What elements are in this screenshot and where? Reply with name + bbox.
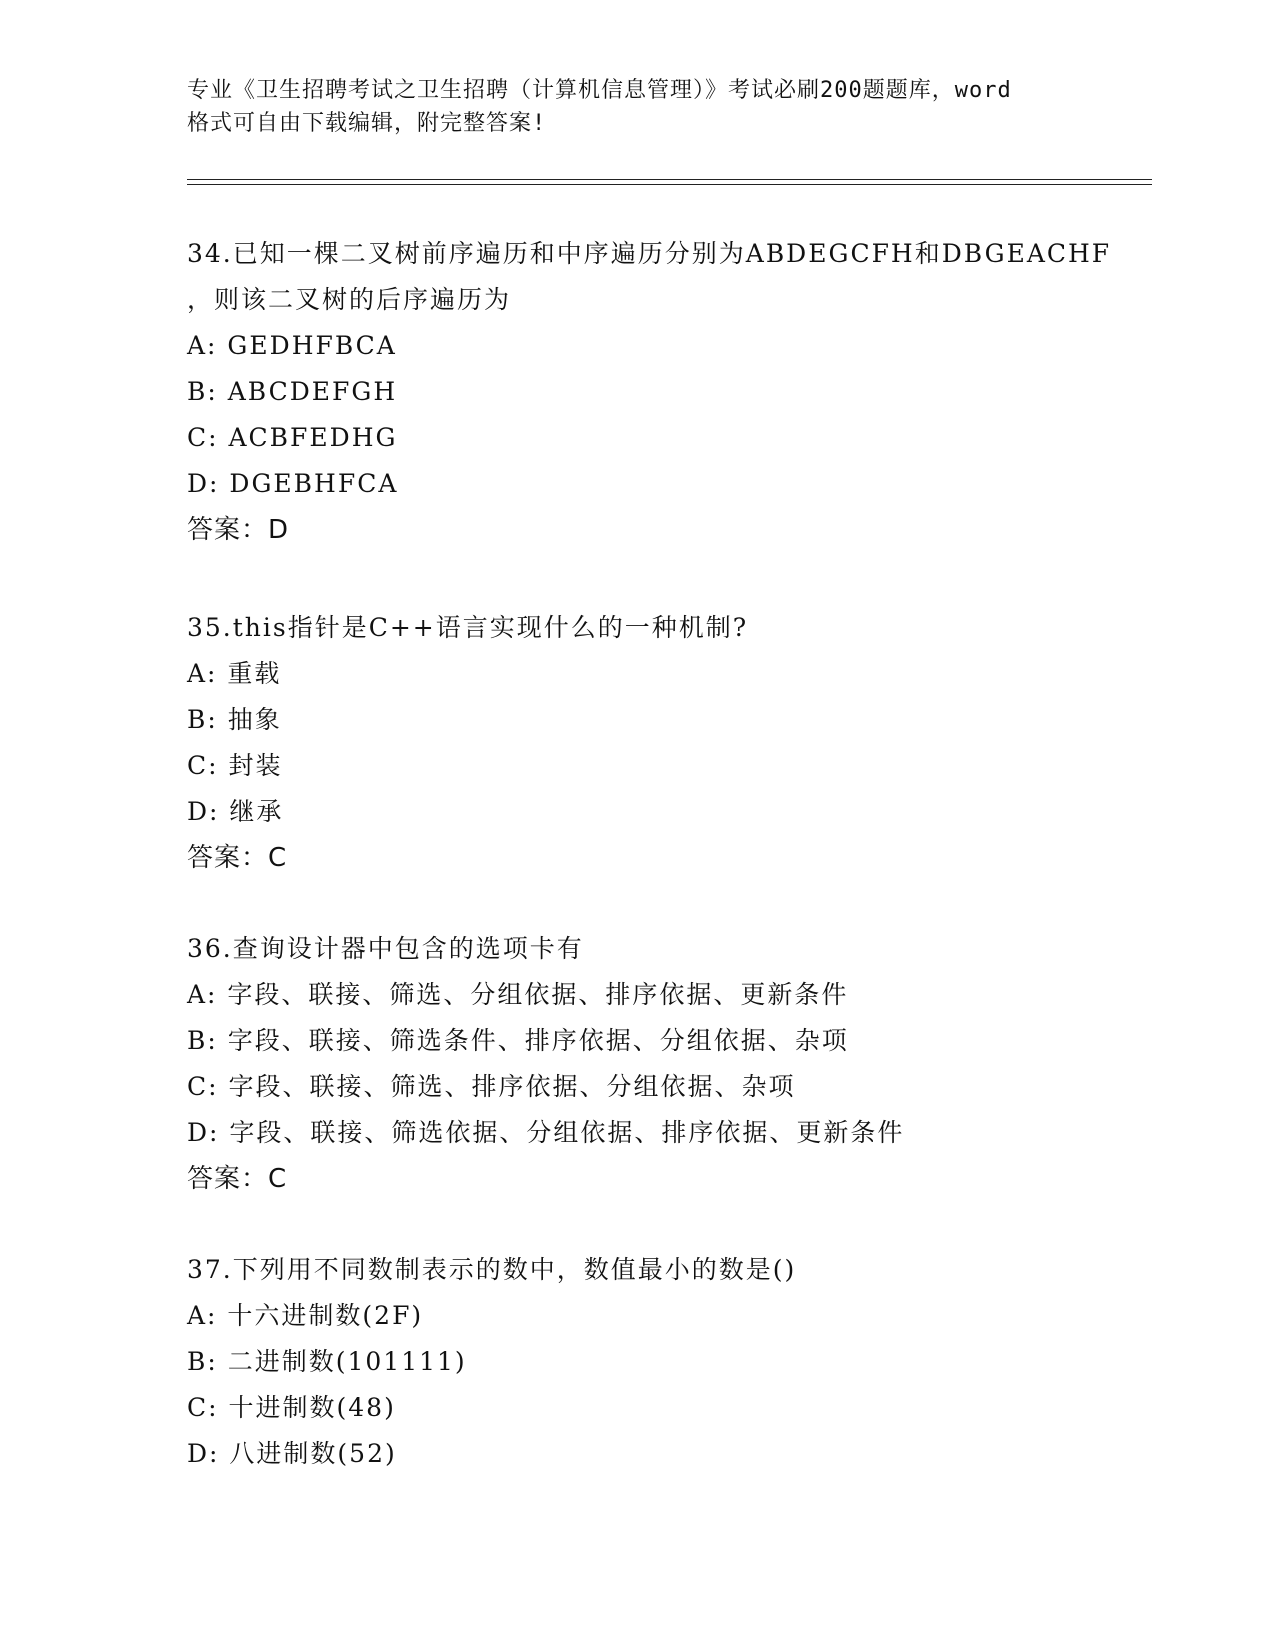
question-stem: 36.查询设计器中包含的选项卡有 [187,934,584,963]
header-divider-bottom [187,184,1152,185]
answer: 答案：C [187,1164,288,1194]
answer: 答案：C [187,843,288,873]
option-d: D: DGEBHFCA [187,469,399,498]
header-line-2: 格式可自由下载编辑，附完整答案! [187,111,547,136]
option-d: D: 八进制数(52) [187,1439,397,1468]
question-35 [187,605,1147,881]
option-c: C: ACBFEDHG [187,423,398,452]
option-b: B: 抽象 [187,705,282,734]
header-divider-top [187,179,1152,180]
question-stem-continued: ，则该二叉树的后序遍历为 [187,285,512,314]
option-a: A: 十六进制数(2F) [187,1301,424,1330]
question-37 [187,1247,1147,1477]
question-stem: 34.已知一棵二叉树前序遍历和中序遍历分别为ABDEGCFH和DBGEACHF [187,239,1112,268]
question-34 [187,231,1147,553]
option-b: B: 二进制数(101111) [187,1347,467,1376]
question-stem: 35.this指针是C++语言实现什么的一种机制? [187,613,749,642]
option-a: A: 重载 [187,659,282,688]
option-a: A: 字段、联接、筛选、分组依据、排序依据、更新条件 [187,980,849,1009]
document-header [187,74,1087,140]
option-b: B: 字段、联接、筛选条件、排序依据、分组依据、杂项 [187,1026,849,1055]
option-c: C: 封装 [187,751,283,780]
option-d: D: 字段、联接、筛选依据、分组依据、排序依据、更新条件 [187,1118,905,1147]
option-b: B: ABCDEFGH [187,377,398,406]
header-line-1: 专业《卫生招聘考试之卫生招聘（计算机信息管理）》考试必刷200题题库，word [187,78,1012,103]
question-36 [187,926,1147,1202]
option-a: A: GEDHFBCA [187,331,397,360]
option-c: C: 字段、联接、筛选、排序依据、分组依据、杂项 [187,1072,796,1101]
option-c: C: 十进制数(48) [187,1393,396,1422]
option-d: D: 继承 [187,797,284,826]
question-stem: 37.下列用不同数制表示的数中，数值最小的数是() [187,1255,797,1284]
answer: 答案：D [187,515,290,545]
